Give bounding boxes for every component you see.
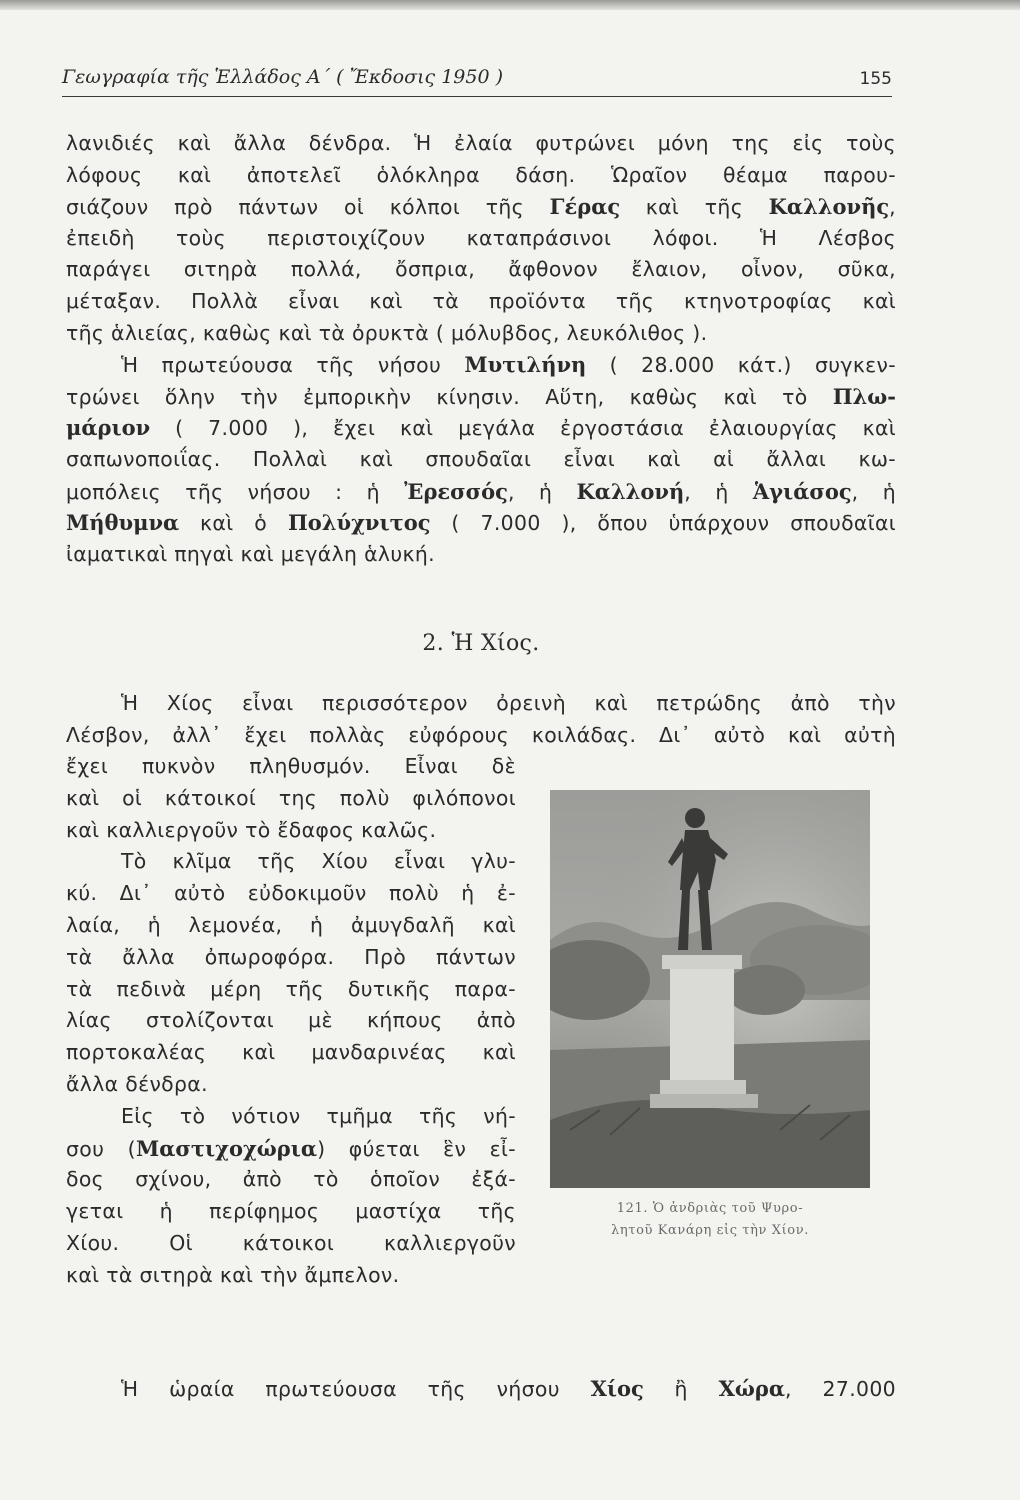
place-name: Πολύχνιτος — [287, 510, 431, 536]
text-line: ἄλλα δένδρα. — [66, 1071, 208, 1096]
place-name: Ἁγιάσος — [752, 478, 852, 504]
text-line: ἔχει πυκνὸν πληθυσμόν. Εἶναι δὲ — [66, 754, 516, 778]
place-name: Μαστιχοχώρια — [135, 1135, 318, 1161]
text-line: ἐπειδὴ τοὺς περιστοιχίζουν καταπράσινοι λόφοι. Ἡ Λέσβος — [66, 225, 896, 250]
text-line: παράγει σιτηρὰ πολλά, ὄσπρια, ἄφθονον ἔλαιον, οἶνον, σῦκα, — [66, 257, 896, 282]
text-line: τῆς ἁλιείας, καθὼς καὶ τὰ ὀρυκτὰ ( μόλυβδος, λευκόλιθος ). — [66, 320, 708, 345]
text-line: δος σχίνου, ἀπὸ τὸ ὁποῖον ἐξά- — [66, 1167, 516, 1192]
text-line: τρώνει ὅλην τὴν ἐμπορικὴν κίνησιν. Αὕτη, καθὼς καὶ τὸ Πλω- — [66, 383, 896, 409]
place-name: Μήθυμνα — [66, 510, 180, 536]
place-name: Ἐρεσσός — [404, 478, 508, 504]
text-line: Μήθυμνα καὶ ὁ Πολύχνιτος ( 7.000 ), ὅπου ὑπάρχουν σπουδαῖαι — [66, 510, 896, 536]
text-line: λόφους καὶ ἀποτελεῖ ὁλόκληρα δάση. Ὡραῖον θέαμα παρου- — [66, 162, 896, 187]
text-line: σιάζουν πρὸ πάντων οἱ κόλποι τῆς Γέρας καὶ τῆς Καλλονῆς, — [66, 194, 896, 220]
place-name: Καλλονή — [576, 478, 685, 504]
place-name: Καλλονῆς — [768, 194, 890, 220]
text-line: μοπόλεις τῆς νήσου : ἡ Ἐρεσσός, ἡ Καλλονή, ἡ Ἁγιάσος, ἡ — [66, 478, 896, 504]
statue-photo — [550, 790, 870, 1188]
place-name: Μυτιλήνη — [464, 352, 587, 378]
text-line: Τὸ κλῖμα τῆς Χίου εἶναι γλυ- — [121, 849, 516, 874]
paragraph-chios-1 — [66, 688, 896, 751]
running-header — [62, 62, 892, 97]
figure-caption — [550, 1198, 870, 1242]
section-heading-chios: 2. Ἡ Χίος. — [422, 631, 540, 656]
text-line: ἰαματικαὶ πηγαὶ καὶ μεγάλη ἁλυκή. — [66, 541, 435, 566]
page-number: 155 — [859, 69, 892, 89]
text-line: Λέσβον, ἀλλ᾿ ἔχει πολλὰς εὐφόρους κοιλάδας. Δι᾿ αὐτὸ καὶ αὐτὴ — [66, 722, 896, 747]
text-line: σαπωνοποιΐας. Πολλαὶ καὶ σπουδαῖαι εἶναι καὶ αἱ ἄλλαι κω- — [66, 446, 896, 471]
paragraph-chios-capital — [66, 1373, 896, 1405]
paragraph-lesvos-1 — [66, 128, 896, 349]
text-line: πορτοκαλέας καὶ μανδαρινέας καὶ — [66, 1040, 516, 1065]
place-name: μάριον — [66, 415, 151, 441]
text-line: καὶ οἱ κάτοικοί της πολὺ φιλόπονοι — [66, 785, 516, 810]
caption-line: 121. Ὁ ἀνδριὰς τοῦ Ψυρο- — [616, 1201, 804, 1216]
text-line: Χίου. Οἱ κάτοικοι καλλιεργοῦν — [66, 1230, 516, 1255]
caption-line: λητοῦ Κανάρη εἰς τὴν Χίον. — [611, 1223, 809, 1238]
header-title: Γεωγραφία τῆς Ἑλλάδος Α΄ ( Ἔκδοσις 1950 ) — [62, 66, 503, 88]
text-line: Εἰς τὸ νότιον τμῆμα τῆς νή- — [121, 1103, 516, 1128]
figure-121 — [550, 790, 870, 1245]
text-line: γεται ἡ περίφημος μαστίχα τῆς — [66, 1199, 516, 1224]
text-line: σου (Μαστιχοχώρια) φύεται ἓν εἶ- — [66, 1135, 516, 1161]
text-line: λίας στολίζονται μὲ κήπους ἀπὸ — [66, 1008, 516, 1033]
text-line: λανιδιές καὶ ἄλλα δένδρα. Ἡ ἐλαία φυτρώνει μόνη της εἰς τοὺς — [66, 131, 896, 155]
text-line: μάριον ( 7.000 ), ἔχει καὶ μεγάλα ἐργοστάσια ἐλαιουργίας καὶ — [66, 415, 896, 441]
place-name: Πλω- — [832, 383, 896, 409]
text-line: καὶ τὰ σιτηρὰ καὶ τὴν ἄμπελον. — [66, 1262, 400, 1287]
text-line: καὶ καλλιεργοῦν τὸ ἔδαφος καλῶς. — [66, 817, 437, 842]
text-line: τὰ πεδινὰ μέρη τῆς δυτικῆς παρα- — [66, 976, 516, 1001]
place-name: Χίος — [590, 1376, 644, 1401]
place-name: Γέρας — [549, 194, 621, 220]
text-line: Ἡ ὡραία πρωτεύουσα τῆς νήσου Χίος ἢ Χώρα, 27.000 — [121, 1376, 896, 1401]
paragraph-lesvos-2 — [66, 349, 896, 570]
text-line: κύ. Δι᾿ αὐτὸ εὐδοκιμοῦν πολὺ ἡ ἐ- — [66, 881, 516, 906]
narrow-text-column — [66, 751, 516, 1292]
text-line: τὰ ἄλλα ὀπωροφόρα. Πρὸ πάντων — [66, 944, 516, 969]
text-line: μέταξαν. Πολλὰ εἶναι καὶ τὰ προϊόντα τῆς κτηνοτροφίας καὶ — [66, 288, 896, 313]
text-line: Ἡ Χίος εἶναι περισσότερον ὀρεινὴ καὶ πετρώδης ἀπὸ τὴν — [121, 691, 896, 715]
page-top-edge — [0, 0, 1020, 10]
text-line: λαία, ἡ λεμονέα, ἡ ἀμυγδαλῆ καὶ — [66, 912, 516, 937]
text-line: Ἡ πρωτεύουσα τῆς νήσου Μυτιλήνη ( 28.000 κάτ.) συγκεν- — [121, 352, 896, 378]
place-name: Χώρα — [718, 1376, 785, 1401]
